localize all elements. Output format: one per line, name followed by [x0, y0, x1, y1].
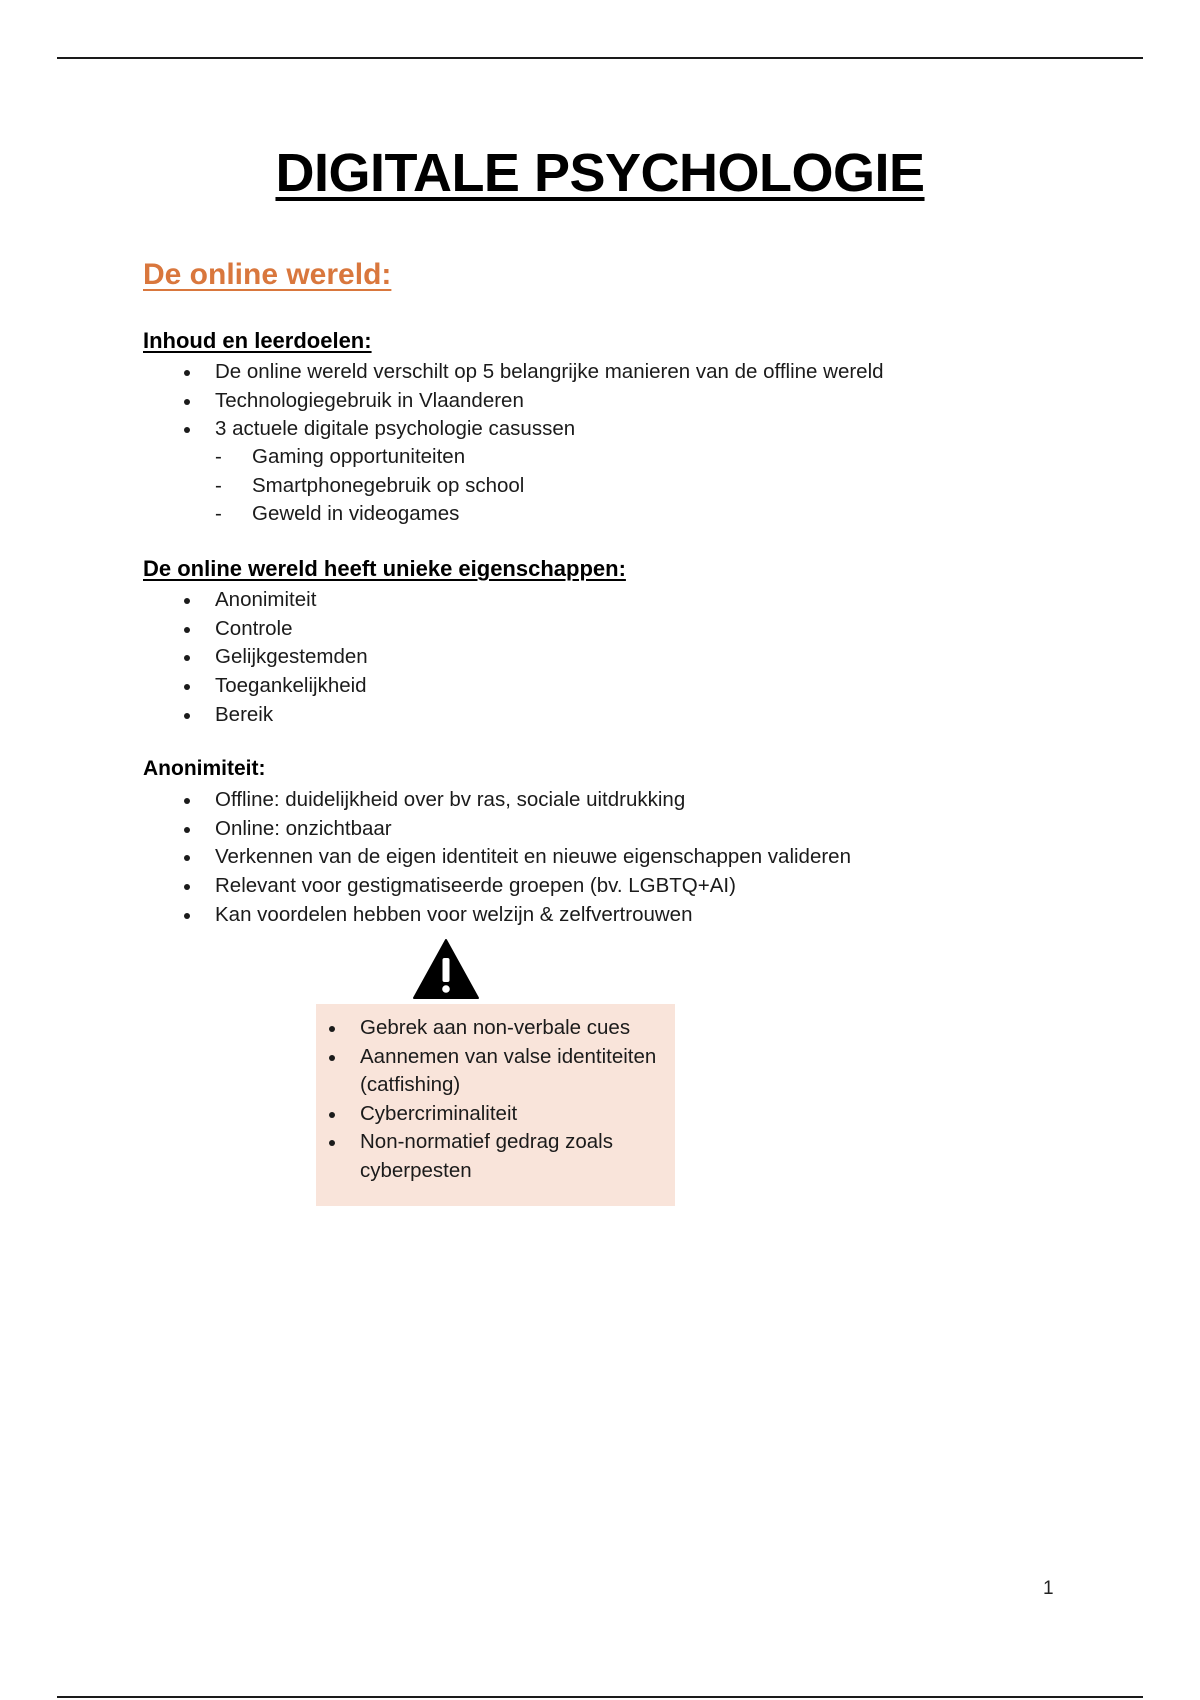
sub-list-item: - Smartphonegebruik op school: [143, 472, 524, 501]
list-item: Gelijkgestemden: [143, 643, 368, 672]
warning-item: Cybercriminaliteit: [316, 1100, 675, 1129]
list-item: Offline: duidelijkheid over bv ras, sociale uitdrukking: [143, 786, 851, 815]
list-item: De online wereld verschilt op 5 belangrijke manieren van de offline wereld: [143, 358, 884, 387]
page-number: 1: [1043, 1578, 1054, 1599]
heading-inhoud: Inhoud en leerdoelen:: [143, 328, 372, 353]
section-title: De online wereld:: [143, 258, 392, 291]
list-item: Technologiegebruik in Vlaanderen: [143, 387, 884, 416]
sub-list-item: - Geweld in videogames: [143, 500, 524, 529]
inhoud-list: [143, 358, 884, 444]
list-item: Controle: [143, 615, 368, 644]
casussen-sublist: [143, 443, 524, 529]
warning-list: [316, 1004, 675, 1185]
anonimiteit-list: [143, 786, 851, 929]
bottom-rule: [57, 1696, 1143, 1698]
warning-item: Aannemen van valse identiteiten (catfishing): [316, 1043, 675, 1100]
warning-icon: [412, 938, 480, 1000]
list-item: Bereik: [143, 701, 368, 730]
list-item: Anonimiteit: [143, 586, 368, 615]
list-item: Toegankelijkheid: [143, 672, 368, 701]
warning-box: [316, 1004, 675, 1206]
eigenschappen-list: [143, 586, 368, 729]
heading-anonimiteit: Anonimiteit:: [143, 757, 266, 780]
warning-item: Gebrek aan non-verbale cues: [316, 1014, 675, 1043]
list-item: Relevant voor gestigmatiseerde groepen (bv. LGBTQ+AI): [143, 872, 851, 901]
sub-list-item: - Gaming opportuniteiten: [143, 443, 524, 472]
top-rule: [57, 57, 1143, 59]
heading-eigenschappen: De online wereld heeft unieke eigenschappen:: [143, 556, 626, 581]
page-title: DIGITALE PSYCHOLOGIE: [275, 143, 925, 203]
list-item: Kan voordelen hebben voor welzijn & zelfvertrouwen: [143, 901, 851, 930]
list-item: Verkennen van de eigen identiteit en nieuwe eigenschappen valideren: [143, 843, 851, 872]
list-item: Online: onzichtbaar: [143, 815, 851, 844]
list-item: 3 actuele digitale psychologie casussen: [143, 415, 884, 444]
warning-item: Non-normatief gedrag zoals cyberpesten: [316, 1128, 675, 1185]
